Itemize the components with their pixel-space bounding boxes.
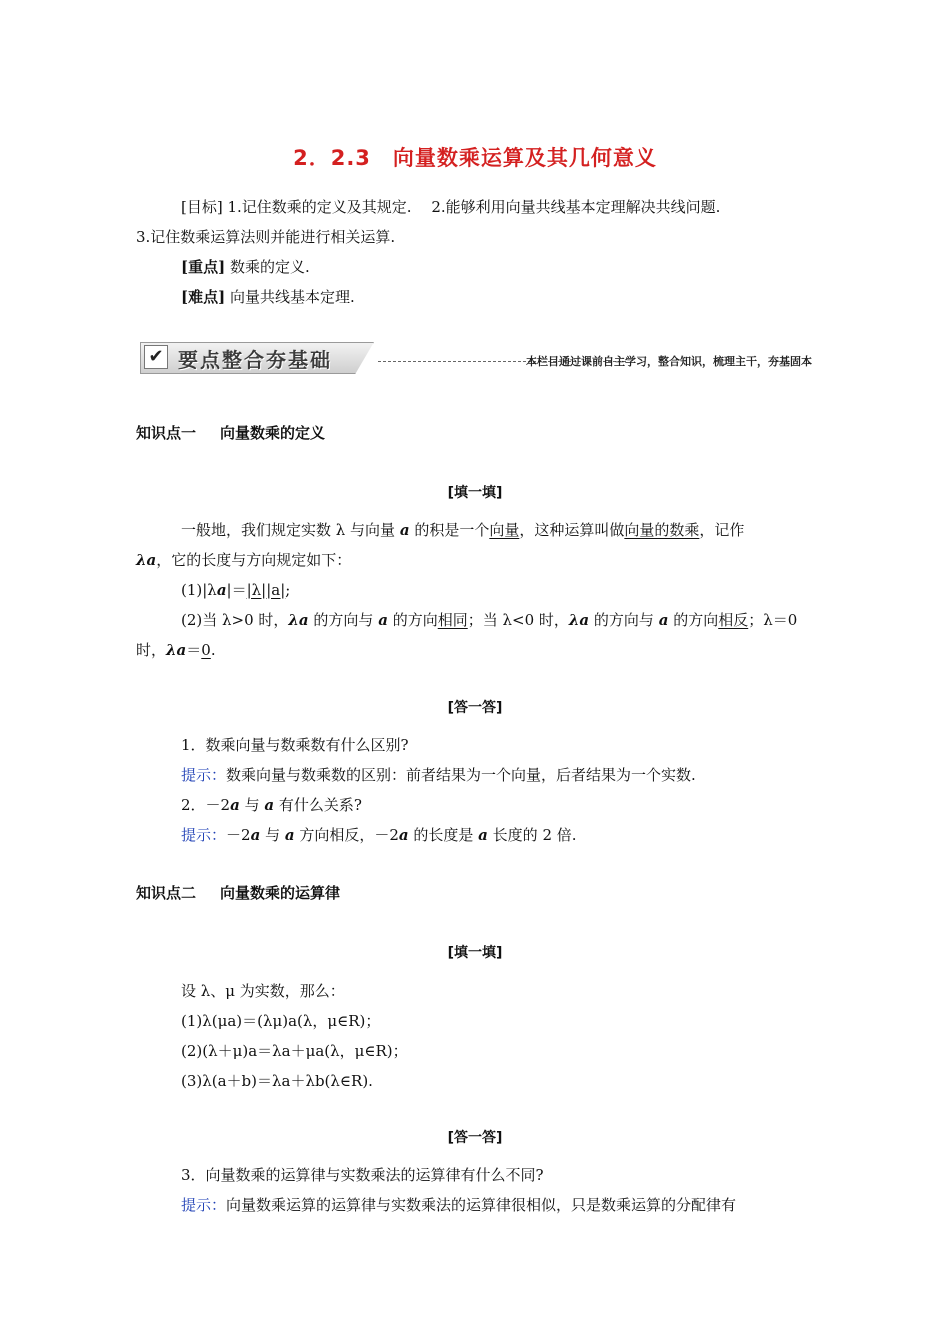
qa-block-1 bbox=[136, 730, 816, 850]
objectives-label: [目标] bbox=[181, 198, 223, 216]
checkmark-icon: ✔ bbox=[144, 345, 168, 369]
question-1: 1．数乘向量与数乘数有什么区别? bbox=[181, 736, 409, 754]
answer-tag-2: [答一答] bbox=[447, 1130, 503, 1146]
banner-title: 要点整合夯基础 bbox=[178, 348, 332, 372]
section2-heading-number: 知识点二 bbox=[136, 884, 197, 902]
law-3: (3)λ(a＋b)＝λa＋λb(λ∈R). bbox=[181, 1072, 373, 1090]
laws-intro: 设 λ、μ 为实数，那么： bbox=[181, 982, 345, 1000]
hint-label: 提示： bbox=[181, 766, 227, 784]
answer-tag-1: [答一答] bbox=[447, 700, 503, 716]
rule-2-line2: 时，λa＝0. bbox=[136, 641, 216, 659]
laws-block bbox=[136, 976, 816, 1096]
difficulty-text: 向量共线基本定理. bbox=[225, 288, 355, 306]
hint-label: 提示： bbox=[181, 1196, 227, 1214]
definition-block bbox=[136, 515, 816, 665]
section1-heading bbox=[136, 422, 325, 443]
page-title: 2．2.3 向量数乘运算及其几何意义 bbox=[293, 146, 657, 170]
qa-block-2 bbox=[136, 1160, 816, 1220]
key-point-text: 数乘的定义. bbox=[225, 258, 310, 276]
banner-note: 本栏目通过课前自主学习，整合知识，梳理主干，夯基固本 bbox=[526, 355, 812, 368]
section1-heading-number: 知识点一 bbox=[136, 424, 197, 442]
answer-1: 提示：数乘向量与数乘数的区别：前者结果为一个向量，后者结果为一个实数. bbox=[181, 766, 696, 784]
fill-tag-1: [填一填] bbox=[447, 485, 503, 501]
law-1: (1)λ(μa)＝(λμ)a(λ，μ∈R)； bbox=[181, 1012, 381, 1030]
rule-2-line1: (2)当 λ>0 时，λa 的方向与 a 的方向相同；当 λ<0 时，λa 的方向与 a 的方向相反；λ＝0 bbox=[181, 611, 798, 629]
key-point-label: [重点] bbox=[181, 258, 226, 276]
section1-heading-title: 向量数乘的定义 bbox=[220, 424, 326, 442]
objectives bbox=[136, 192, 816, 312]
answer-2: 提示：－2a 与 a 方向相反，－2a 的长度是 a 长度的 2 倍. bbox=[181, 826, 577, 844]
objectives-line1: 1.记住数乘的定义及其规定. 2.能够利用向量共线基本定理解决共线问题. bbox=[222, 198, 721, 216]
law-2: (2)(λ＋μ)a＝λa＋μa(λ，μ∈R)； bbox=[181, 1042, 408, 1060]
section2-heading bbox=[136, 882, 340, 903]
question-2: 2．－2a 与 a 有什么关系? bbox=[181, 796, 362, 814]
section-banner bbox=[140, 342, 812, 376]
fill-tag-2: [填一填] bbox=[447, 945, 503, 961]
question-3: 3．向量数乘的运算律与实数乘法的运算律有什么不同? bbox=[181, 1166, 544, 1184]
difficulty-label: [难点] bbox=[181, 288, 226, 306]
rule-1: (1)|λa|＝|λ||a|; bbox=[181, 581, 291, 599]
answer-3: 提示：向量数乘运算的运算律与实数乘法的运算律很相似，只是数乘运算的分配律有 bbox=[181, 1196, 737, 1214]
definition-line1: 一般地，我们规定实数 λ 与向量 a 的积是一个向量，这种运算叫做向量的数乘，记作 bbox=[181, 521, 745, 539]
hint-label: 提示： bbox=[181, 826, 227, 844]
objectives-line2: 3.记住数乘运算法则并能进行相关运算. bbox=[136, 228, 396, 246]
section2-heading-title: 向量数乘的运算律 bbox=[220, 884, 341, 902]
definition-line2: λa，它的长度与方向规定如下： bbox=[136, 551, 352, 569]
